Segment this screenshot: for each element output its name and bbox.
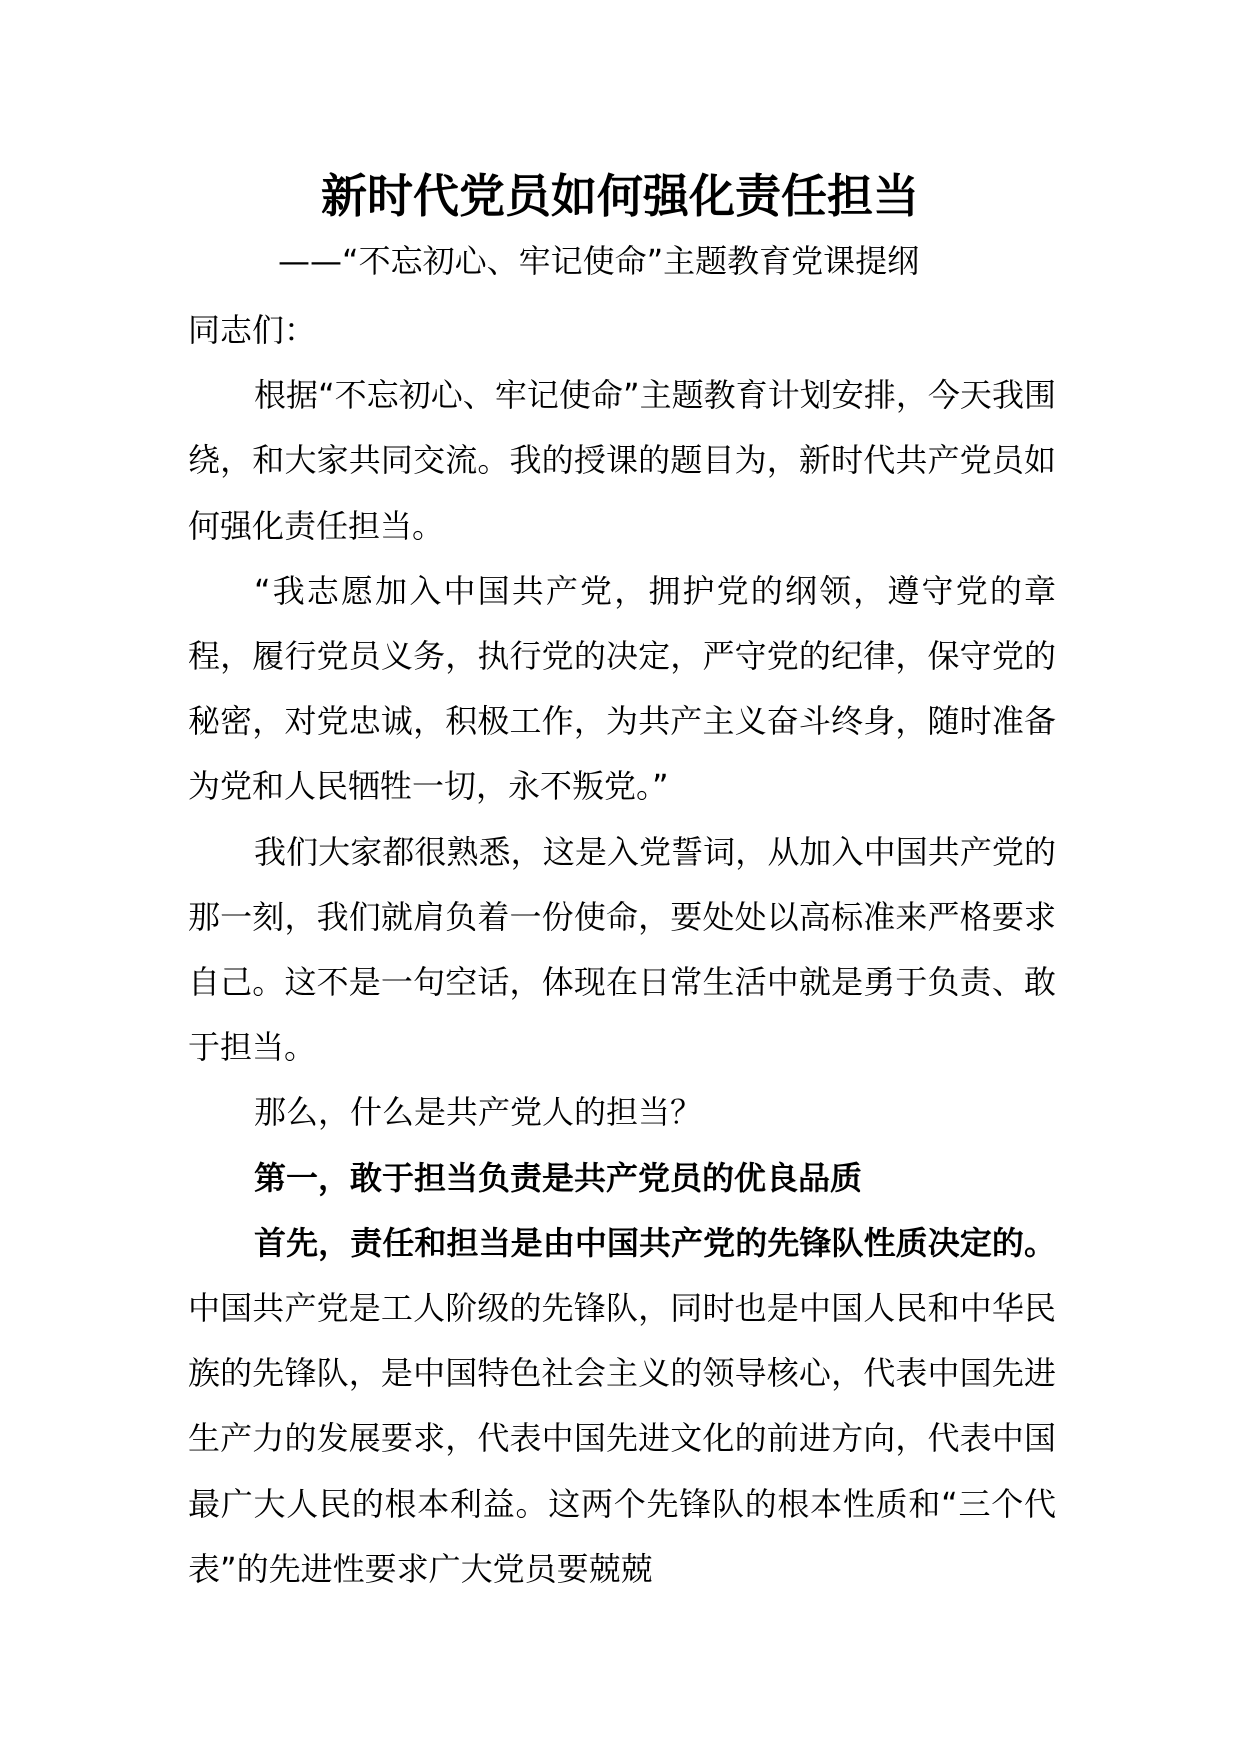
salutation: 同志们：: [188, 311, 317, 349]
paragraph-intro: 根据“不忘初心、牢记使命”主题教育计划安排，今天我围绕，和大家共同交流。我的授课的题目为，新时代共产党员如何强化责任担当。: [188, 376, 1056, 545]
paragraph-vanguard: [188, 1211, 1056, 1602]
document-subtitle: ——“不忘初心、牢记使命”主题教育党课提纲: [278, 242, 920, 280]
paragraph-question: 那么，什么是共产党人的担当？: [254, 1093, 703, 1132]
document-body: [188, 298, 1056, 1602]
paragraph-oath: “我志愿加入中国共产党，拥护党的纲领，遵守党的章程，履行党员义务，执行党的决定，严守党的纪律，保守党的秘密，对党忠诚，积极工作，为共产主义奋斗终身，随时准备为党和人民牺牲一切，永不叛党。”: [188, 571, 1056, 806]
paragraph-oath-explanation: 我们大家都很熟悉，这是入党誓词，从加入中国共产党的那一刻，我们就肩负着一份使命，要处处以高标准来严格要求自己。这不是一句空话，体现在日常生活中就是勇于负责、敢于担当。: [188, 832, 1056, 1067]
document-title: 新时代党员如何强化责任担当: [321, 169, 919, 223]
paragraph-vanguard-text: 中国共产党是工人阶级的先锋队，同时也是中国人民和中华民族的先锋队，是中国特色社会主义的领导核心，代表中国先进生产力的发展要求，代表中国先进文化的前进方向，代表中国最广大人民的根本利益。这两个先锋队的根本性质和“三个代表”的先进性要求广大党员要兢兢: [188, 1289, 1056, 1588]
paragraph-vanguard-lead: 首先，责任和担当是由中国共产党的先锋队性质决定的。: [254, 1223, 1056, 1262]
section-heading: 第一，敢于担当负责是共产党员的优良品质: [254, 1158, 863, 1197]
